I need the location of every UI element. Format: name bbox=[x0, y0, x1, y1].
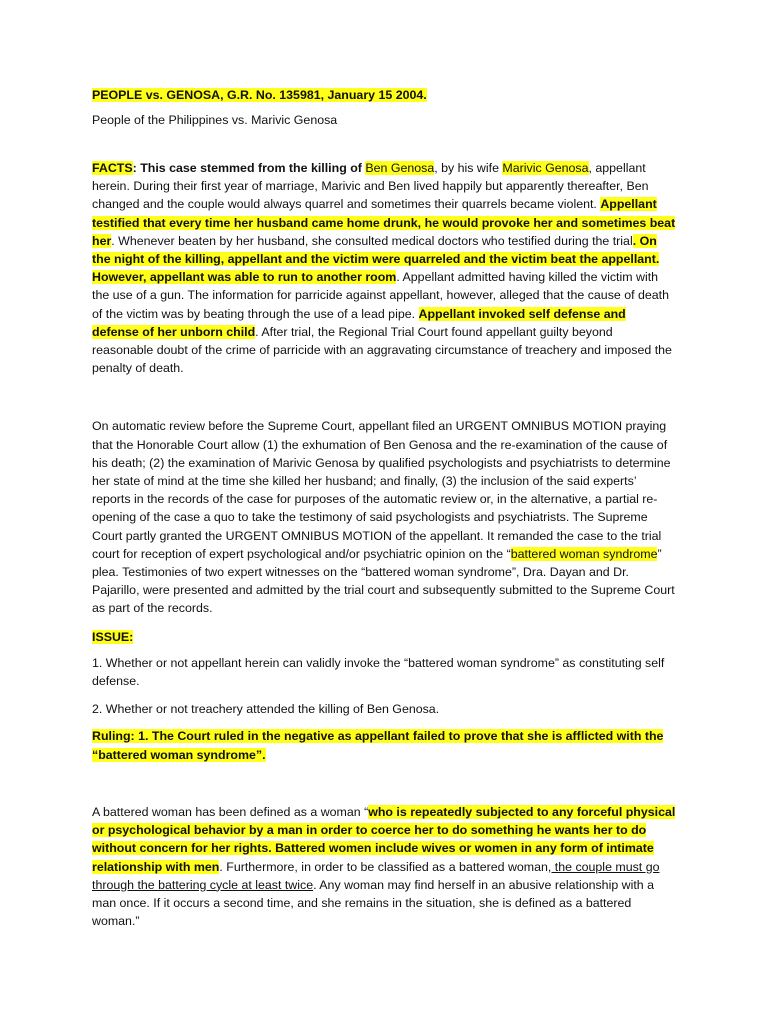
definition-text-3: . Any woman may find herself in an abusive relationship with a man once. If it occurs a second time, and she remains in the situation, she is defined as a battered woman.” bbox=[92, 877, 655, 929]
case-title bbox=[92, 86, 676, 104]
omnibus-paragraph bbox=[92, 417, 676, 617]
case-subtitle: People of the Philippines vs. Marivic Genosa bbox=[92, 113, 338, 127]
case-title-highlight: PEOPLE vs. GENOSA, G.R. No. 135981, January 15 2004. bbox=[92, 88, 427, 102]
ruling-paragraph bbox=[92, 727, 676, 763]
definition-highlight: who is repeatedly subjected to any forceful physical or psychological behavior by a man in order to coerce her to do something he wants her to do without concern for her rights. Battered women include wives or women in any form of intimate relationship with men bbox=[92, 804, 676, 874]
facts-text-4: . Whenever beaten by her husband, she consulted medical doctors who testified during the trial bbox=[111, 233, 633, 248]
facts-highlight-night: . On the night of the killing, appellant and the victim were quarreled and the victim beat the appellant. However, appellant was able to run to another room bbox=[92, 233, 660, 285]
issue-heading bbox=[92, 628, 676, 646]
facts-text-1: : This case stemmed from the killing of bbox=[132, 161, 366, 175]
facts-text-3: , appellant herein. During their first year of marriage, Marivic and Ben lived happily but apparently thereafter, Ben changed and the couple would always quarrel and sometimes their quarrels became violent. bbox=[92, 161, 649, 212]
facts-highlight-ben: Ben Genosa bbox=[365, 161, 435, 175]
facts-text-6: . After trial, the Regional Trial Court found appellant guilty beyond reasonable doubt of the crime of parricide with an aggravating circumstance of treachery and imposed the penalty of death. bbox=[92, 324, 672, 376]
omnibus-highlight-syndrome: battered woman syndrome bbox=[510, 546, 658, 561]
facts-label: FACTS bbox=[92, 161, 133, 175]
facts-text-2: , by his wife bbox=[434, 161, 503, 175]
definition-underline: , the couple must go through the battering cycle at least twice bbox=[92, 859, 660, 892]
ruling-highlight: Ruling: 1. The Court ruled in the negative as appellant failed to prove that she is afflicted with the “battered woman syndrome”. bbox=[92, 729, 664, 762]
issue-heading-highlight: ISSUE: bbox=[92, 629, 134, 644]
facts-paragraph bbox=[92, 159, 676, 377]
definition-paragraph bbox=[92, 803, 676, 930]
definition-text-2: . Furthermore, in order to be classified as a battered woman bbox=[219, 859, 548, 874]
issue-item-2: 2. Whether or not treachery attended the killing of Ben Genosa. bbox=[92, 702, 440, 717]
facts-text-5: . Appellant admitted having killed the victim with the use of a gun. The information for parricide against appellant, however, alleged that the cause of death of the victim was by beating through the use of a lead pipe. bbox=[92, 270, 670, 321]
facts-highlight-testimony: Appellant testified that every time her husband came home drunk, he would provoke her and sometimes beat her bbox=[92, 197, 676, 248]
issue-item-1: 1. Whether or not appellant herein can validly invoke the “battered woman syndrome” as constituting self defense. bbox=[92, 655, 665, 689]
omnibus-text-1: On automatic review before the Supreme Court, appellant filed an URGENT OMNIBUS MOTION praying that the Honorable Court allow (1) the exhumation of Ben Genosa and the re-examination of the cause of his death; (2) the examination of Marivic Genosa by qualified psychologists and psychiatrists to determine her state of mind at the time she killed her husband; and finally, (3) the inclusion of the said experts’ reports in the records of the case for purposes of the automatic review or, in the alternative, a partial re-opening of the case a quo to take the testimony of said psychologists and psychiatrists. The Supreme Court partly granted the URGENT OMNIBUS MOTION of the appellant. It remanded the case to the trial court for reception of expert psychological and/or psychiatric opinion on the “ bbox=[92, 419, 671, 561]
facts-highlight-defense: Appellant invoked self defense and defense of her unborn child bbox=[92, 306, 626, 339]
omnibus-text-2: ” plea. Testimonies of two expert witnesses on the “battered woman syndrome”, Dra. Dayan and Dr. Pajarillo, were presented and admitted by the trial court and subsequently submitted to the Supreme Court as part of the records. bbox=[92, 546, 675, 616]
definition-text-1: A battered woman has been defined as a woman “ bbox=[92, 804, 369, 819]
facts-highlight-marivic: Marivic Genosa bbox=[502, 161, 589, 175]
